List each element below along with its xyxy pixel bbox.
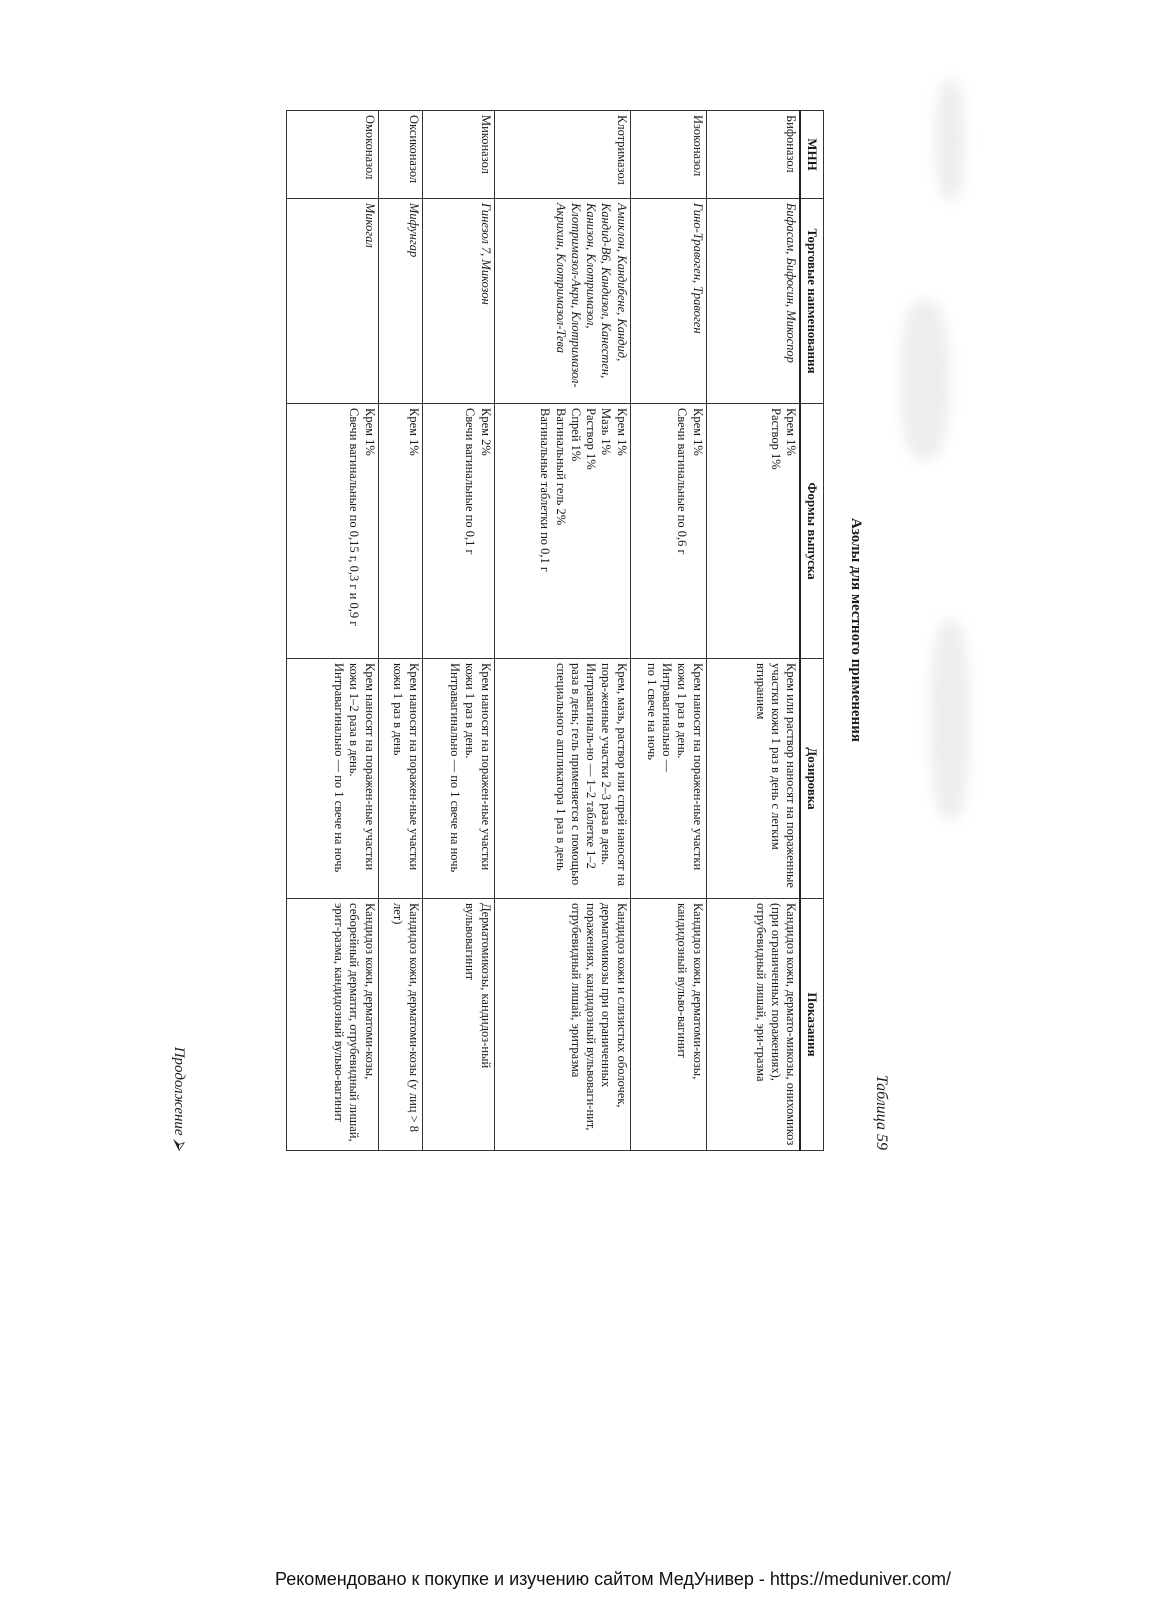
- cell-inn: Омоконазол: [286, 111, 378, 199]
- cell-inn: Миконазол: [422, 111, 494, 199]
- cell-trade-names: Гинезол 7, Микозон: [422, 199, 494, 404]
- table-title: Азолы для местного применения: [848, 518, 864, 742]
- cell-trade-names: Амиклон, Кандибене, Кандид, Кандид-В6, Кандизол, Канестен, Канизон, Клотримазол, Клотримазол-Акри, Клотримазол-Акрихин, Клотримазол-Тева: [494, 199, 630, 404]
- table-row: [422, 111, 494, 1151]
- cell-forms: Крем 1% Свечи вагинальные по 0,15 г, 0,3 г и 0,9 г: [286, 404, 378, 659]
- cell-forms: Крем 1%: [378, 404, 422, 659]
- cell-inn: Бифоназол: [706, 111, 800, 199]
- cell-indications: Кандидоз кожи, дерматоми-козы, себорейный дерматит, отрубевидный лишай, эрит-разма, кандидозный вульво-вагинит: [286, 899, 378, 1151]
- cell-forms: Крем 1% Раствор 1%: [706, 404, 800, 659]
- scan-artifact: [930, 620, 970, 820]
- footer-recommendation: Рекомендовано к покупке и изучению сайтом МедУнивер - https://meduniver.com/: [275, 1569, 951, 1589]
- table-body: [286, 111, 800, 1151]
- cell-inn: Изоконазол: [630, 111, 706, 199]
- table-row: [494, 111, 630, 1151]
- table-row: [630, 111, 706, 1151]
- table-row: [286, 111, 378, 1151]
- cell-indications: Дерматомикозы, кандидоз-ный вульвовагинит: [422, 899, 494, 1151]
- header-trade-names: Торговые наименования: [800, 199, 823, 404]
- scan-artifact: [900, 300, 950, 460]
- header-dosage: Дозировка: [800, 659, 823, 899]
- cell-dosage: Крем наносят на поражен-ные участки кожи 1 раз в день. Интравагинально — по 1 свече на ночь: [630, 659, 706, 899]
- cell-trade-names: Мифунгар: [378, 199, 422, 404]
- cell-forms: Крем 1% Свечи вагинальные по 0,6 г: [630, 404, 706, 659]
- header-row: [800, 111, 823, 1151]
- azoles-table: [286, 110, 824, 1151]
- header-inn: МНН: [800, 111, 823, 199]
- cell-dosage: Крем или раствор наносят на пораженные участки кожи 1 раз в день с легким втиранием: [706, 659, 800, 899]
- cell-inn: Клотримазол: [494, 111, 630, 199]
- cell-forms: Крем 1% Мазь 1% Раствор 1% Спрей 1% Вагинальный гель 2% Вагинальные таблетки по 0,1 г: [494, 404, 630, 659]
- cell-indications: Кандидоз кожи, дерматоми-козы (у лиц > 8 лет): [378, 899, 422, 1151]
- scan-artifact: [935, 80, 965, 200]
- cell-dosage: Крем наносят на поражен-ные участки кожи 1–2 раза в день. Интравагинально — по 1 свече на ночь: [286, 659, 378, 899]
- cell-inn: Оксиконазол: [378, 111, 422, 199]
- cell-indications: Кандидоз кожи и слизистых оболочек, дерматомикозы при ограниченных поражениях, кандидозный вульвоваги-нит, отрубевидный лишай, эритразма: [494, 899, 630, 1151]
- header-indications: Показания: [800, 899, 823, 1151]
- table-label: Таблица 59: [873, 1074, 890, 1150]
- cell-trade-names: Микогал: [286, 199, 378, 404]
- header-forms: Формы выпуска: [800, 404, 823, 659]
- rotated-page: [170, 110, 890, 1150]
- cell-trade-names: Гино-Травоген, Травоген: [630, 199, 706, 404]
- cell-indications: Кандидоз кожи, дермато-микозы, онихомикоз (при ограниченных поражениях), отрубевидный лишай, эри-тразма: [706, 899, 800, 1151]
- cell-dosage: Крем наносят на поражен-ные участки кожи 1 раз в день: [378, 659, 422, 899]
- table-row: [378, 111, 422, 1151]
- cell-indications: Кандидоз кожи, дерматоми-козы, кандидозный вульво-вагинит: [630, 899, 706, 1151]
- table-row: [706, 111, 800, 1151]
- cell-dosage: Крем, мазь, раствор или спрей наносят на пора-женные участки 2–3 раза в день. Интравагиналь-но — 1–2 таблетке 1–2 раза в день; гель применяется с помощью специального аппликатора 1 раз в день: [494, 659, 630, 899]
- continuation-note: Продолжение ⮚: [171, 1046, 187, 1150]
- cell-trade-names: Бифасам, Бифосин, Микоспор: [706, 199, 800, 404]
- cell-forms: Крем 2% Свечи вагинальные по 0,1 г: [422, 404, 494, 659]
- cell-dosage: Крем наносят на поражен-ные участки кожи 1 раз в день. Интравагинально — по 1 свече на ночь: [422, 659, 494, 899]
